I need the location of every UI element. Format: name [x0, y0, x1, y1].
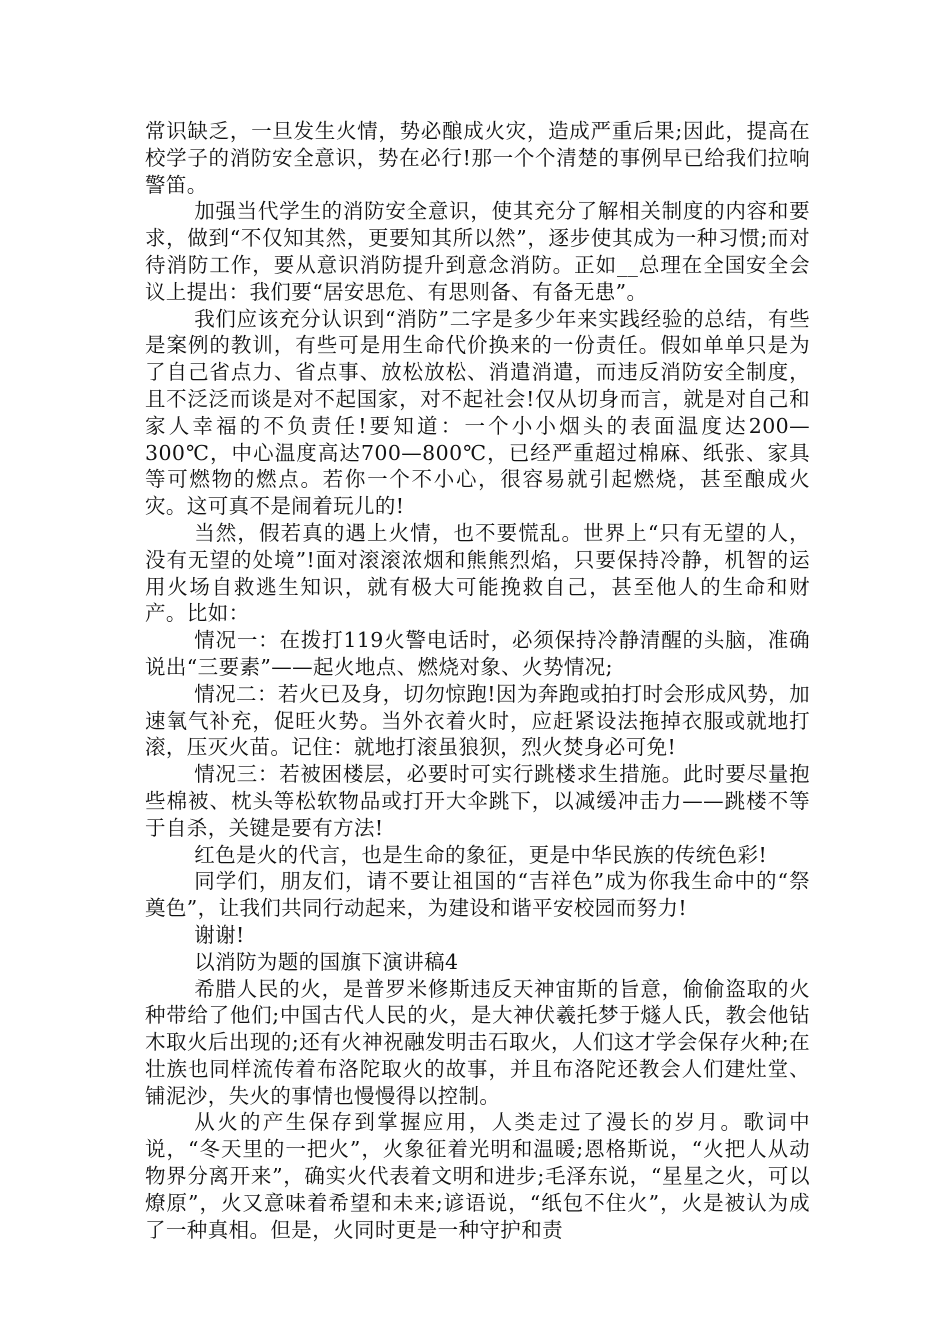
- paragraph-4: 当然，假若真的遇上火情，也不要慌乱。世界上“只有无望的人，没有无望的处境”!面对滚滚浓烟和熊熊烈焰，只要保持冷静，机智的运用火场自救逃生知识，就有极大可能挽救自己，甚至他人的生命和财产。比如：: [145, 520, 810, 626]
- paragraph-8: 红色是火的代言，也是生命的象征，更是中华民族的传统色彩!: [194, 842, 768, 867]
- paragraph-3: 我们应该充分认识到“消防”二字是多少年来实践经验的总结，有些是案例的教训，有些可是用生命代价换来的一份责任。假如单单只是为了自己省点力、省点事、放松放松、消遣消遣，而违反消防安全制度，且不泛泛而谈是对不起国家，对不起社会!仅从切身而言，就是对自己和家人幸福的不负责任!要知道：一个小小烟头的表面温度达200—300℃，中心温度高达700—800℃，已经严重超过棉麻、纸张、家具等可燃物的燃点。若你一个不小心，很容易就引起燃烧，甚至酿成火灾。这可真不是闹着玩儿的!: [145, 306, 810, 519]
- paragraph-12: 希腊人民的火，是普罗米修斯违反天神宙斯的旨意，偷偷盗取的火种带给了他们;中国古代人民的火，是大神伏羲托梦于燧人氏，教会他钻木取火后出现的;还有火神祝融发明击石取火，人们这才学会保存火种;在壮族也同样流传着布洛陀取火的故事，并且布洛陀还教会人们建灶堂、铺泥沙，失火的事情也慢慢得以控制。: [145, 976, 810, 1108]
- paragraph-2: 加强当代学生的消防安全意识，使其充分了解相关制度的内容和要求，做到“不仅知其然，更要知其所以然”，逐步使其成为一种习惯;而对待消防工作，要从意识消防提升到意念消防。正如__总理在全国安全会议上提出：我们要“居安思危、有思则备、有备无患”。: [145, 199, 810, 304]
- paragraph-9: 同学们，朋友们，请不要让祖国的“吉祥色”成为你我生命中的“祭奠色”，让我们共同行动起来，为建设和谐平安校园而努力!: [145, 869, 810, 921]
- paragraph-1: 常识缺乏，一旦发生火情，势必酿成火灾，造成严重后果;因此，提高在校学子的消防安全意识，势在必行!那一个个清楚的事例早已给我们拉响警笛。: [145, 119, 810, 197]
- paragraph-6: 情况二：若火已及身，切勿惊跑!因为奔跑或拍打时会形成风势，加速氧气补充，促旺火势。当外衣着火时，应赶紧设法拖掉衣服或就地打滚，压灭火苗。记住：就地打滚虽狼狈，烈火焚身必可免!: [145, 681, 810, 760]
- section-heading: 以消防为题的国旗下演讲稿4: [194, 949, 459, 974]
- document-page: [145, 118, 810, 1243]
- paragraph-13: 从火的产生保存到掌握应用，人类走过了漫长的岁月。歌词中说，“冬天里的一把火”，火象征着光明和温暖;恩格斯说，“火把人从动物界分离开来”，确实火代表着文明和进步;毛泽东说，“星星之火，可以燎原”，火又意味着希望和未来;谚语说，“纸包不住火”，火是被认为成了一种真相。但是，火同时更是一种守护和责: [145, 1110, 810, 1242]
- paragraph-7: 情况三：若被困楼层，必要时可实行跳楼求生措施。此时要尽量抱些棉被、枕头等松软物品或打开大伞跳下，以减缓冲击力——跳楼不等于自杀，关键是要有方法!: [145, 762, 810, 840]
- paragraph-5: 情况一：在拨打119火警电话时，必须保持冷静清醒的头脑，准确说出“三要素”——起火地点、燃烧对象、火势情况;: [145, 628, 810, 679]
- paragraph-10: 谢谢!: [194, 922, 245, 947]
